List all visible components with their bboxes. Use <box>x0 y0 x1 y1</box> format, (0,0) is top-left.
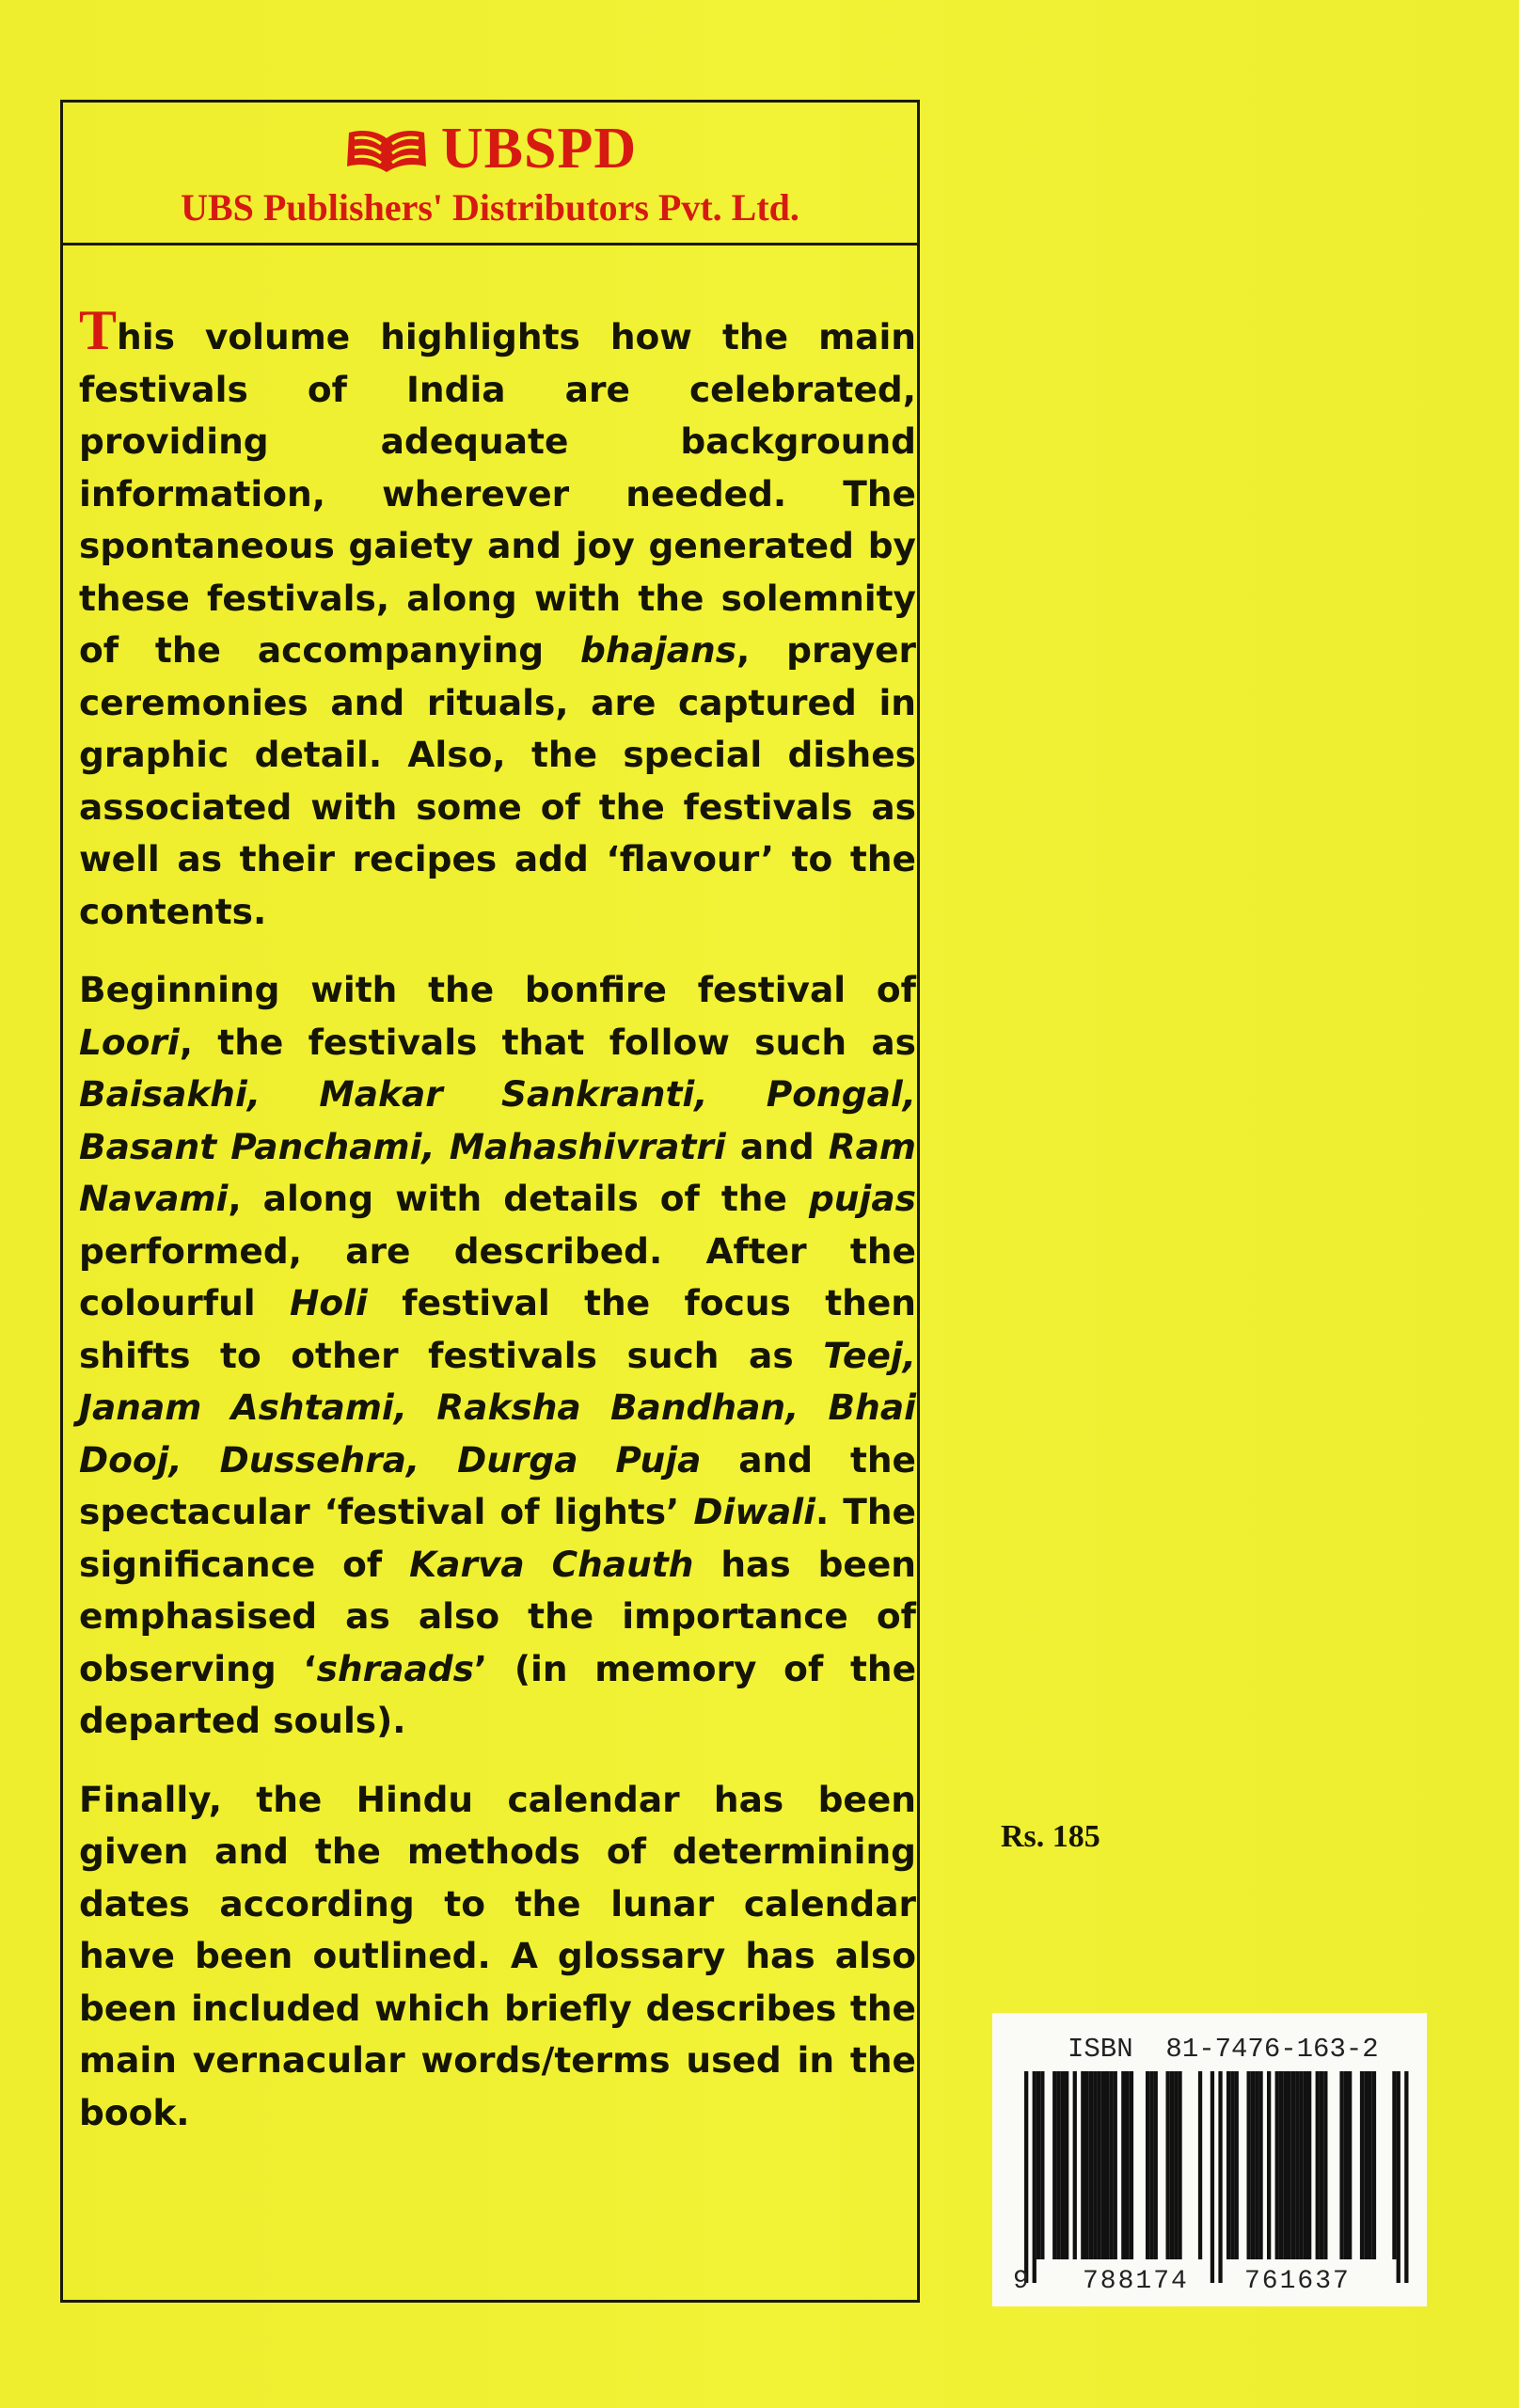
barcode-bar <box>1114 2071 1117 2259</box>
barcode-bar <box>1121 2071 1125 2259</box>
barcode-bar <box>1404 2071 1408 2283</box>
barcode-bar <box>1344 2071 1348 2259</box>
barcode-bar <box>1081 2071 1084 2259</box>
blurb-text-run: Beginning with the bonfire festival of <box>79 969 916 1010</box>
blurb-text-run: , the festivals that follow such as <box>179 1021 916 1063</box>
open-book-icon <box>343 125 430 174</box>
blurb-text-run: , along with details of the <box>228 1178 787 1219</box>
barcode-bar <box>1089 2071 1093 2259</box>
italic-term: Baisakhi, Makar Sankranti, Pongal, Basant Panchami, Mahashivratri <box>79 1073 916 1167</box>
blurb-text-run: , prayer ceremonies and rituals, are captured in graphic detail. Also, the special dishes associated with some of the festivals as well as their recipes add ‘flavour’ to the contents. <box>79 629 916 932</box>
barcode-bar <box>1288 2071 1291 2259</box>
barcode-left-digits: 788174 <box>1083 2267 1189 2296</box>
barcode-bar <box>1061 2071 1065 2259</box>
barcode-bar <box>1056 2071 1060 2259</box>
barcode-bar <box>1065 2071 1068 2259</box>
barcode-bar <box>1093 2071 1097 2259</box>
barcode-bar <box>1073 2071 1077 2259</box>
brand-line <box>63 116 917 182</box>
publisher-brand: UBSPD <box>440 117 638 181</box>
price-label: Rs. 185 <box>1001 1819 1100 1854</box>
italic-term: Diwali <box>693 1491 815 1532</box>
barcode-bar <box>1364 2071 1368 2259</box>
barcode-bar <box>1154 2071 1158 2259</box>
italic-term: Holi <box>290 1282 368 1323</box>
barcode-bar <box>1323 2071 1327 2259</box>
barcode-bar <box>1251 2071 1255 2259</box>
italic-term: Teej, Janam Ashtami, Raksha Bandhan, Bhai Dooj, Dussehra, Durga Puja <box>79 1334 916 1481</box>
barcode-bar <box>1230 2071 1234 2259</box>
publisher-header <box>63 103 917 246</box>
isbn-barcode-box <box>992 2013 1427 2306</box>
barcode-bar <box>1130 2071 1133 2259</box>
barcode-bar <box>1307 2071 1311 2259</box>
barcode-bar <box>1316 2071 1320 2259</box>
barcode-bar <box>1101 2071 1105 2259</box>
blurb-text-run: festival the focus then shifts to other festivals such as <box>79 1282 916 1376</box>
blurb-text-run: and <box>739 1125 815 1167</box>
blurb-text-run: . The significance of <box>79 1491 916 1585</box>
barcode-bar <box>1146 2071 1149 2259</box>
barcode-bar <box>1295 2071 1299 2259</box>
barcode-bar <box>1170 2071 1174 2259</box>
barcode-bar <box>1052 2071 1056 2259</box>
barcode-bar <box>1040 2071 1044 2259</box>
publisher-full-name: UBS Publishers' Distributors Pvt. Ltd. <box>181 186 799 229</box>
italic-term: Karva Chauth <box>409 1543 694 1585</box>
barcode-bar <box>1258 2071 1262 2259</box>
barcode-bar <box>1372 2071 1376 2259</box>
barcode-bar <box>1304 2071 1307 2259</box>
italic-term: Ram Navami <box>79 1125 916 1219</box>
drop-cap: T <box>79 299 118 361</box>
blurb-paragraph-3: Finally, the Hindu calendar has been given and the methods of determining dates according to the lunar calendar have been outlined. A glossary has also been included which briefly describes the main vernacular words/terms used in the book. <box>79 1778 916 2133</box>
barcode-bar <box>1149 2071 1153 2259</box>
barcode-right-digits: 761637 <box>1244 2267 1351 2296</box>
barcode-bar <box>1283 2071 1287 2259</box>
barcode-bar <box>1036 2071 1040 2259</box>
barcode-bar <box>1105 2071 1109 2259</box>
barcode <box>1011 2071 1417 2283</box>
barcode-bar <box>1024 2071 1028 2283</box>
barcode-bar <box>1369 2071 1372 2259</box>
blurb-text-run: ’ (in memory of the departed souls). <box>79 1647 916 1741</box>
barcode-bar <box>1097 2071 1100 2259</box>
barcode-bar <box>1360 2071 1364 2259</box>
barcode-bar <box>1279 2071 1283 2259</box>
barcode-bar <box>1210 2071 1214 2283</box>
barcode-bar <box>1126 2071 1130 2259</box>
barcode-bar <box>1299 2071 1303 2259</box>
barcode-bar <box>1166 2071 1170 2259</box>
italic-term: pujas <box>808 1178 916 1219</box>
barcode-bar <box>1033 2071 1036 2283</box>
italic-term: Loori <box>79 1021 180 1063</box>
italic-term: shraads <box>316 1647 474 1689</box>
barcode-bar <box>1178 2071 1181 2259</box>
barcode-bar <box>1247 2071 1251 2259</box>
barcode-bar <box>1109 2071 1113 2259</box>
barcode-bar <box>1255 2071 1258 2259</box>
barcode-bar <box>1226 2071 1230 2259</box>
blurb-text <box>79 299 916 2139</box>
blurb-text-run: performed, are described. After the colourful <box>79 1229 916 1323</box>
isbn-number: ISBN 81-7476-163-2 <box>1068 2034 1379 2065</box>
barcode-bar <box>1320 2071 1323 2259</box>
barcode-lead-digit: 9 <box>1013 2267 1029 2296</box>
barcode-bar <box>1267 2071 1271 2259</box>
blurb-text-run: and the spectacular ‘festival of lights’ <box>79 1438 916 1532</box>
barcode-bar <box>1218 2071 1222 2283</box>
blurb-paragraph-2 <box>79 964 916 1748</box>
barcode-bar <box>1348 2071 1352 2259</box>
barcode-bar <box>1339 2071 1343 2259</box>
blurb-paragraph-1 <box>79 299 916 938</box>
barcode-bar <box>1235 2071 1239 2259</box>
barcode-bar <box>1397 2071 1400 2283</box>
barcode-bar <box>1198 2071 1202 2259</box>
barcode-bar <box>1291 2071 1295 2259</box>
barcode-bar <box>1174 2071 1178 2259</box>
barcode-bar <box>1275 2071 1279 2259</box>
blurb-frame <box>60 100 920 2303</box>
barcode-bar <box>1392 2071 1396 2259</box>
barcode-bar <box>1085 2071 1089 2259</box>
blurb-text-run: his volume highlights how the main festivals of India are celebrated, providing adequate background information, wherever needed. The spontaneous gaiety and joy generated by these festivals, along with the solemnity of the accompanying <box>79 316 916 671</box>
italic-term: bhajans <box>580 629 737 671</box>
blurb-text-run: has been emphasised as also the importance of observing ‘ <box>79 1543 916 1689</box>
